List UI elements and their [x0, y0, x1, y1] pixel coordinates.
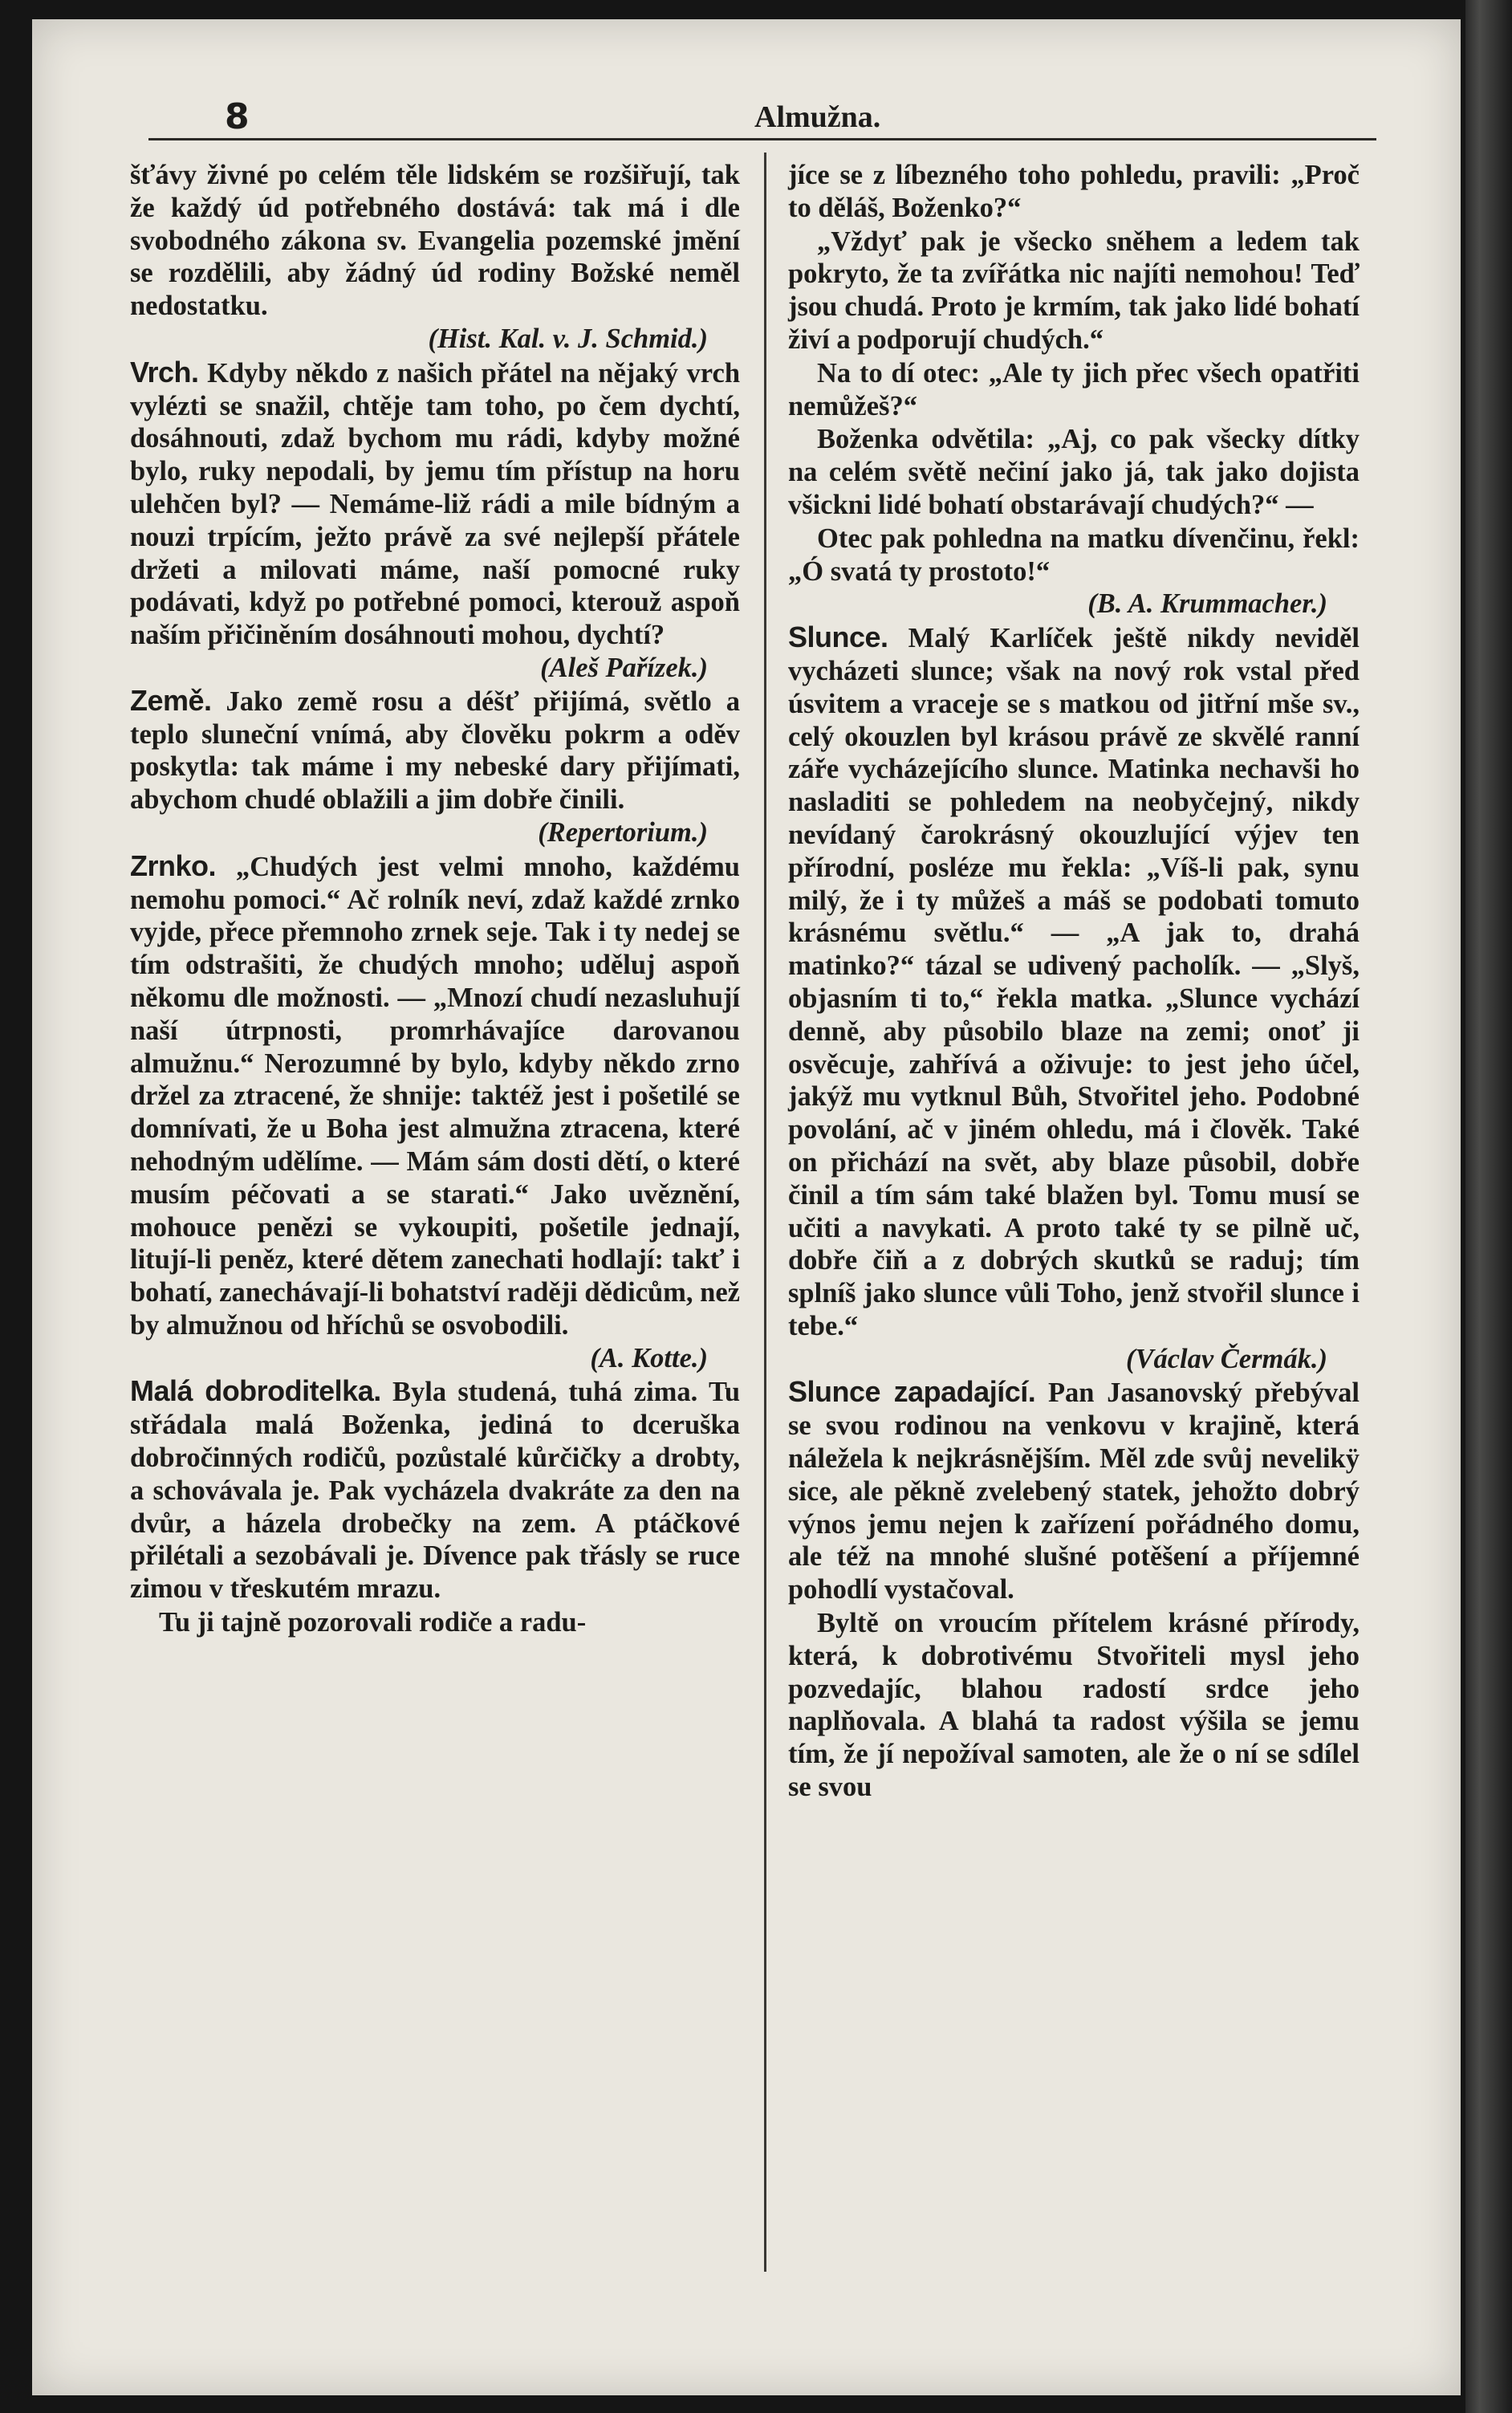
- entry-zeme: [130, 685, 740, 849]
- entry-text: Malý Karlíček ještě nikdy neviděl vycházeti slunce; však na nový rok vstal před úsvitem a vraceje se s matkou od jitřní mše sv., celý okouzlen byl krásou právě ze skvělé ranní záře vycházejícího slunce. Matinka nechavši ho nasladiti se pohledem na neobyčejný, nikdy nevídaný čarokrásný okouzlující výjev ten přírodní, posléze mu řekla: „Víš-li pak, synu milý, že i ty můžeš a máš se podobati tomuto krásnému světlu.“ — „A jak to, drahá matinko?“ tázal se udivený pacholík. — „Slyš, objasním ti to,“ řekla matka. „Slunce vychází denně, aby působilo blaze na zemi; onoť ji osvěcuje, zahřívá a oživuje: to jest jeho účel, jakýž mu vytknul Bůh, Stvořitel jeho. Podobné povolání, ač v jiném ohledu, má i člověk. Také on přichází na svět, aby blaze působil, dobře činil a tím sám také blažen byl. Tomu musí se učiti a navykati. A proto také ty se pilně uč, dobře čiň a z dobrých skutků se raduj; tím splníš jako slunce vůli Toho, jenž stvořil slunce i tebe.“: [788, 623, 1360, 1341]
- paragraph-text: šťávy živné po celém těle lidském se rozšiřují, tak že každý úd potřebného dostává: tak má i dle svobodného zákona sv. Evangelia pozemské jmění se rozdělili, aby žádný úd rodiny Božské neměl nedostatku.: [130, 160, 740, 322]
- entry-heading: Slunce.: [788, 621, 888, 654]
- entry-text: Jako země rosu a déšť přijímá, světlo a teplo sluneční vnímá, aby člověku pokrm a oděv poskytla: tak máme i my nebeské dary přijímati, abychom chudé oblažili a jim dobře činili.: [130, 686, 741, 816]
- entry-heading: Země.: [130, 683, 212, 717]
- paragraph: [130, 159, 740, 356]
- left-column: [130, 159, 740, 1640]
- entry-heading: Malá dobroditelka.: [130, 1374, 381, 1408]
- entry-text: Pan Jasanovský přebýval se svou rodinou na venkovu v krajině, která náležela k nejkrásnějším. Měl zde svůj nevelikÿ sice, ale pěkně zvelebený statek, jehožto dobrý výnos jemu nejen k zařízení pořádného domu, ale též na mnohé slušné potěšení a příjemné pohodlí vystačoval.: [788, 1377, 1360, 1605]
- right-column: [788, 159, 1360, 1805]
- entry-slunce-zapadajici: [788, 1376, 1360, 1606]
- paragraph: Na to dí otec: „Ale ty jich přec všech opatřiti nemůžeš?“: [788, 357, 1360, 421]
- entry-text: „Chudých jest velmi mnoho, každému nemohu pomoci.“ Ač rolník neví, zdaž každé zrnko vyjde, přece přemnoho zrnek seje. Tak i ty nedej se tím odstrašiti, že chudých mnoho; uděluj aspoň někomu dle možnosti. — „Mnozí chudí nezasluhují naší útrpnosti, promrhávajíce darovanou almužnu.“ Nerozumné by bylo, kdyby někdo zrno držel za ztracené, že shnije: taktéž jest i pošetilé se domnívati, že u Boha jest almužna ztracena, které nehodným udělíme. — Mám sám dosti dětí, o které musím péčovati a se starati.“ Jako uvěznění, mohouce penězi se vykoupiti, pošetile jednají, litují-li peněz, které dětem zanechati hodlají: takť i bohatí, zanechávají-li bohatství raději dědicům, než by almužnou od hříchů se osvobodili.: [130, 851, 740, 1341]
- entry-heading: Slunce zapadající.: [788, 1375, 1036, 1409]
- paragraph: Byltě on vroucím přítelem krásné přírody, která, k dobrotivému Stvořiteli mysl jeho pozvedajíc, blahou radostí srdce jeho naplňovala. A blahá ta radost výšila se jemu tím, že jí nepožíval samoten, ale že o ní se sdílel se svou: [788, 1608, 1360, 1803]
- paragraph-text: Otec pak pohledna na matku dívenčinu, řekl: „Ó svatá ty prostoto!“: [788, 523, 1360, 587]
- entry-heading: Zrnko.: [130, 848, 217, 882]
- page-number: 8: [225, 96, 250, 137]
- column-divider: [764, 153, 766, 2272]
- entry-heading: Vrch.: [130, 355, 199, 389]
- source-citation: (A. Kotte.): [590, 1342, 708, 1373]
- paragraph: jíce se z líbezného toho pohledu, pravili: „Proč to děláš, Boženko?“: [788, 160, 1360, 223]
- entry-vrch: [130, 355, 741, 683]
- running-title: Almužna.: [754, 100, 881, 134]
- source-citation: (Hist. Kal. v. J. Schmid.): [428, 323, 708, 354]
- paragraph: Boženka odvětila: „Aj, co pak všecky dítky na celém světě nečiní jako já, tak jako dojista všickni lidé bohatí obstarávají chudých?“ —: [788, 424, 1360, 520]
- entry-slunce: [788, 621, 1360, 1375]
- source-citation: (Václav Čermák.): [1125, 1343, 1327, 1374]
- source-citation: (Aleš Pařízek.): [540, 652, 708, 683]
- entry-text: Byla studená, tuhá zima. Tu střádala malá Boženka, jediná to dceruška dobročinných rodičů, pozůstalé kůrčičky a drobty, a schovávala je. Pak vycházela dvakráte za den na dvůr, a házela drobečky na zem. A ptáčkové přilétali a sezobávali je. Dívence pak třásly se ruce zimou v třeskutém mrazu.: [130, 1377, 741, 1605]
- paragraph: Tu ji tajně pozorovali rodiče a radu-: [159, 1607, 587, 1638]
- entry-text: Kdyby někdo z našich přátel na nějaký vrch vylézti se snažil, chtěje tam toho, po čem dychtí, dosáhnouti, zdaž bychom mu rádi, kdyby možné bylo, ruky nepodali, by jemu tím přístup na horu ulehčen byl? — Nemáme-liž rádi a mile bídným a nouzi trpícím, ježto právě za své nejlepší přátele držeti a milovati máme, naší pomocné ruky podávati, když po potřebné pomoci, kterouž aspoň naším přičiněním dosáhnouti mohou, dychtí?: [130, 357, 741, 651]
- paragraph: „Vždyť pak je všecko sněhem a ledem tak pokryto, že ta zvířátka nic najíti nemohou! Teď jsou chudá. Proto je krmím, tak jako lidé bohatí živí a podporují chudých.“: [788, 226, 1360, 355]
- page-header: [193, 96, 1412, 144]
- entry-mala-dobroditelka: [130, 1375, 740, 1605]
- paragraph: [788, 523, 1360, 621]
- source-citation: (B. A. Krummacher.): [1087, 588, 1327, 620]
- entry-zrnko: [130, 850, 740, 1375]
- source-citation: (Repertorium.): [538, 816, 708, 848]
- scan-edge: [1465, 0, 1512, 2413]
- header-rule: [148, 138, 1376, 140]
